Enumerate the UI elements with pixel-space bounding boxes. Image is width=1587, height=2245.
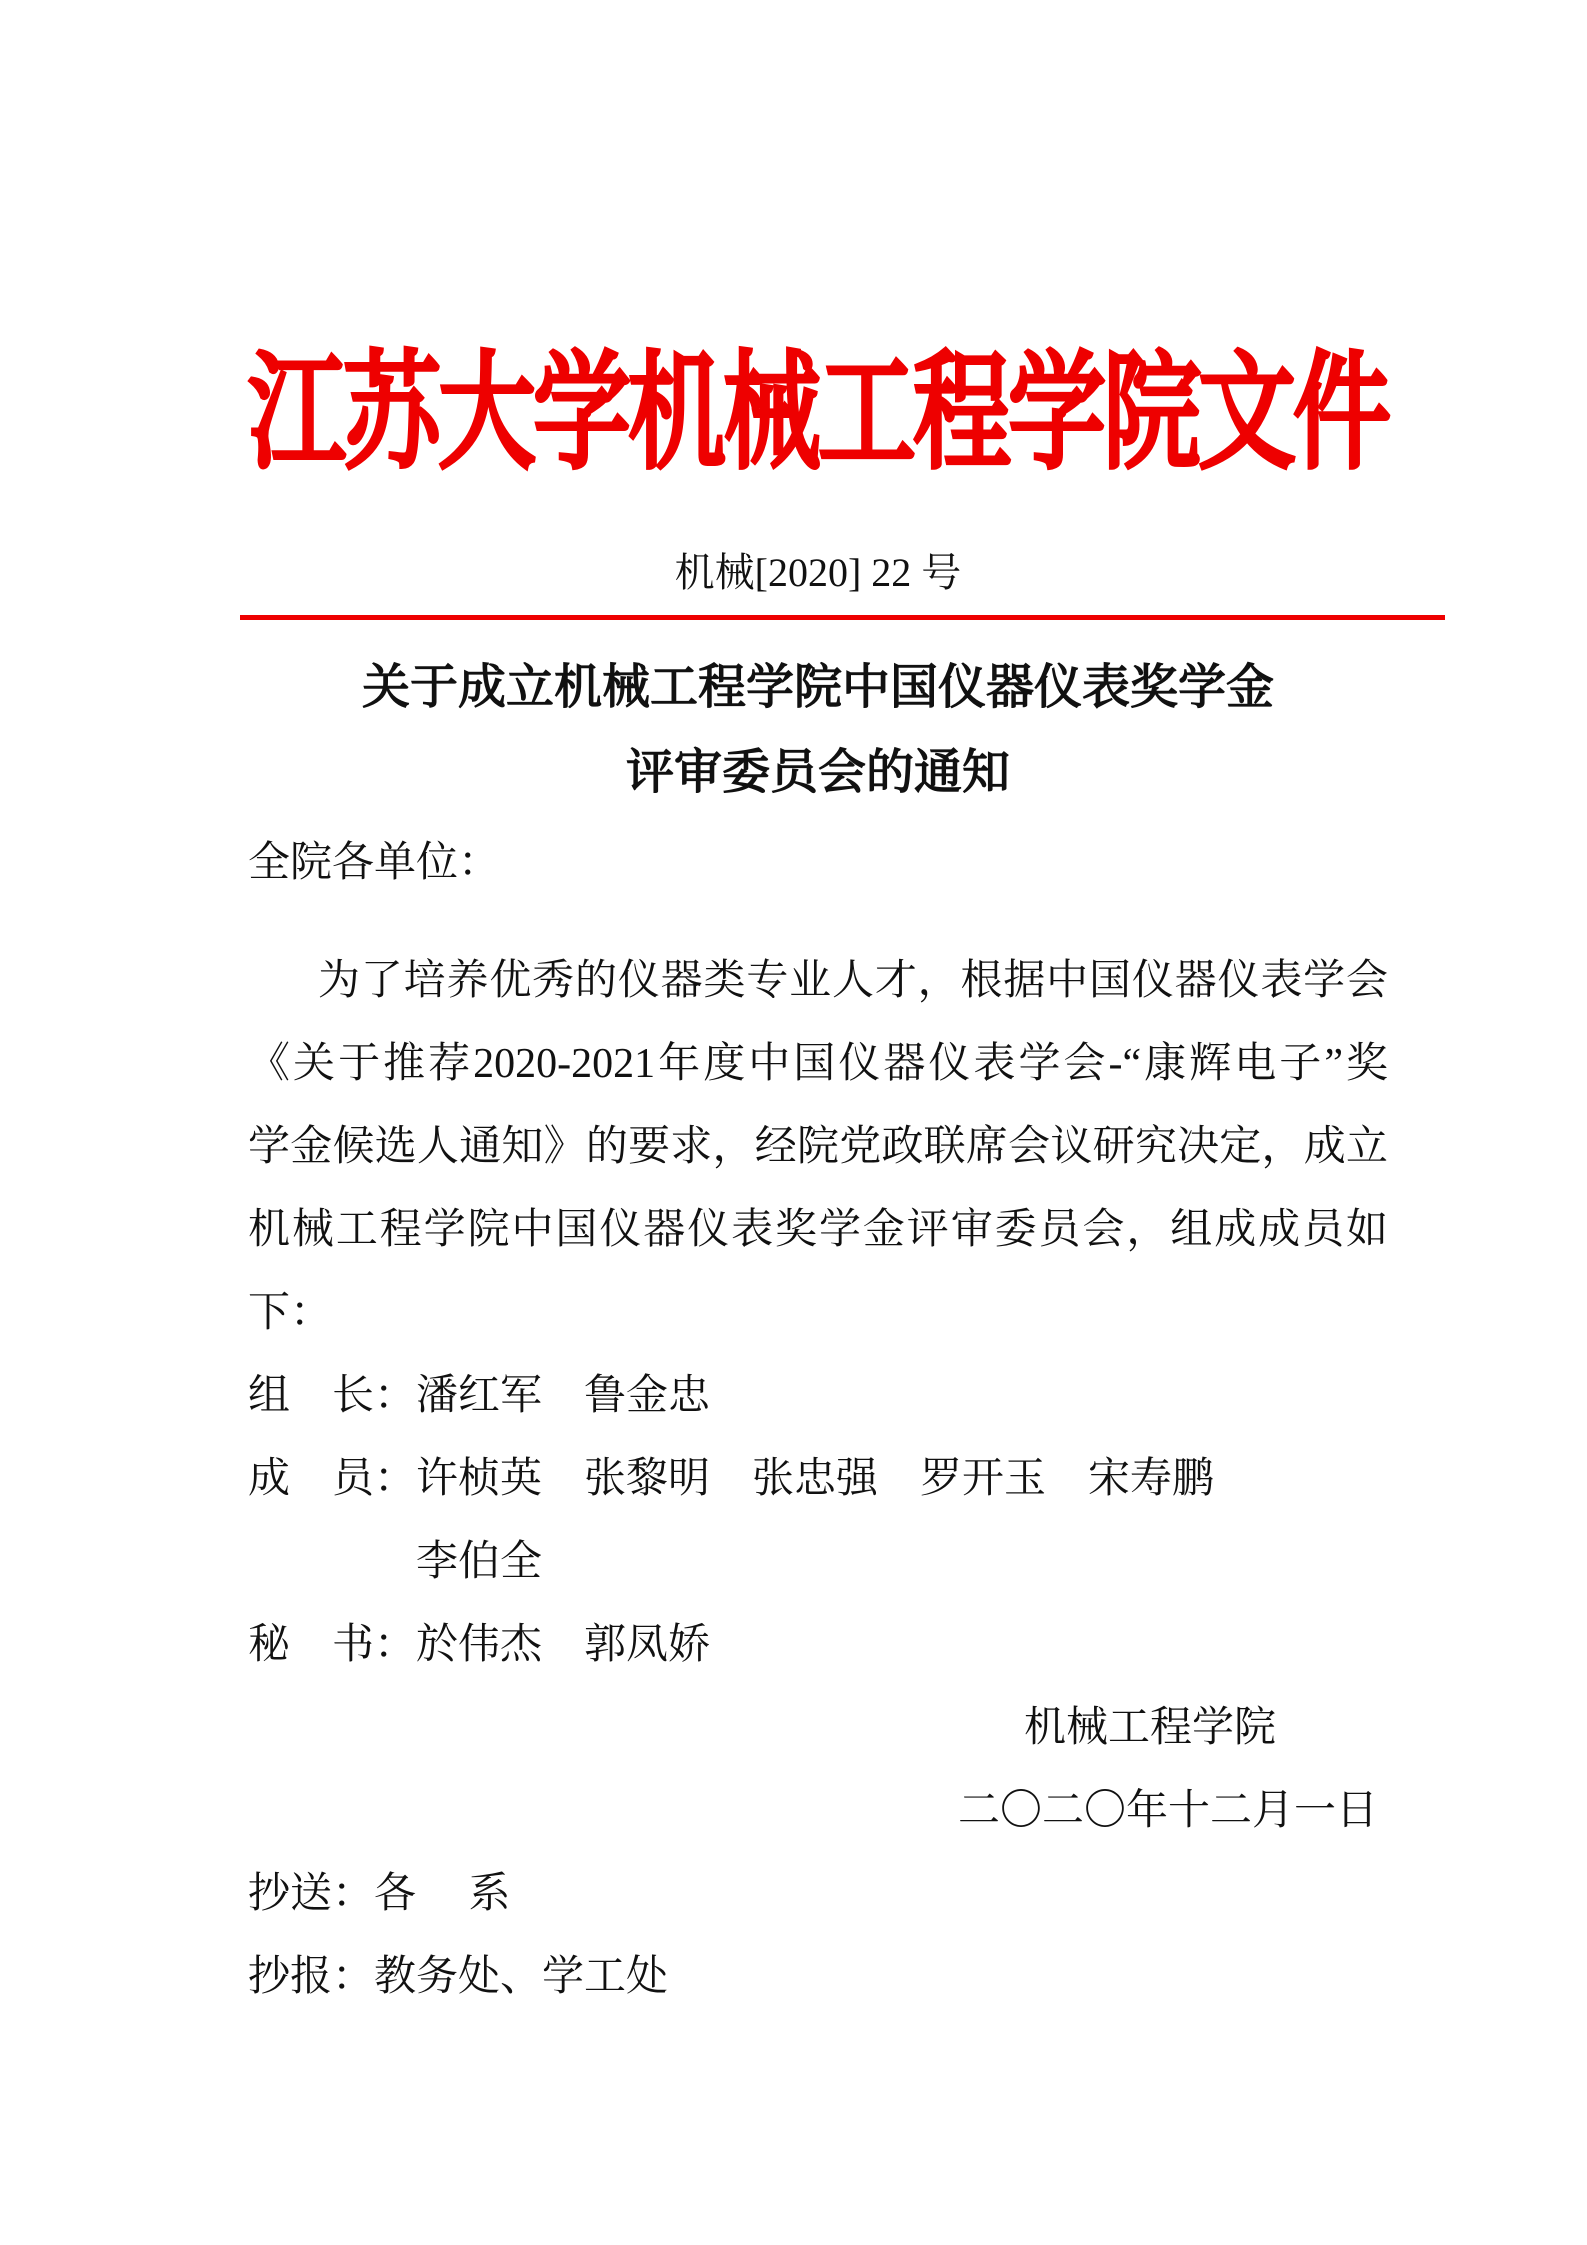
roster-names: 许桢英 张黎明 张忠强 罗开玉 宋寿鹏 bbox=[416, 1456, 1215, 1502]
paragraph-line: 《关于推荐2020-2021年度中国仪器仪表学会-“康辉电子”奖 bbox=[248, 1041, 1388, 1087]
cc-label: 抄送： bbox=[248, 1871, 375, 1917]
document-number: 机械[2020] 22 号 bbox=[674, 550, 962, 595]
red-divider-line bbox=[240, 615, 1445, 620]
paragraph-line: 机械工程学院中国仪器仪表奖学金评审委员会，组成成员如 bbox=[248, 1207, 1388, 1253]
paragraph-line: 下： bbox=[248, 1290, 333, 1336]
roster-row-members bbox=[248, 1438, 1388, 1521]
roster-row-members-continued bbox=[248, 1521, 1388, 1604]
roster-names: 潘红军 鲁金忠 bbox=[416, 1373, 711, 1419]
roster-row-leader bbox=[248, 1355, 1388, 1438]
cc-line-report-to bbox=[248, 1936, 1388, 2019]
cc-value: 各 系 bbox=[374, 1871, 511, 1917]
document-body bbox=[248, 822, 1388, 2019]
letterhead-title-text: 江苏大学机械工程学院文件 bbox=[248, 344, 1389, 486]
signature-unit: 机械工程学院 bbox=[1023, 1705, 1276, 1751]
signature-date: 二〇二〇年十二月一日 bbox=[957, 1788, 1378, 1834]
cc-label: 抄报： bbox=[248, 1954, 375, 2000]
roster-label: 成 员： bbox=[248, 1456, 417, 1502]
salutation: 全院各单位： bbox=[248, 840, 501, 886]
roster-names: 李伯全 bbox=[416, 1539, 543, 1585]
document-title-line1: 关于成立机械工程学院中国仪器仪表奖学金 bbox=[361, 661, 1274, 714]
main-paragraph bbox=[248, 940, 1388, 1355]
document-title-line2: 评审委员会的通知 bbox=[625, 746, 1010, 799]
roster-label: 组 长： bbox=[248, 1373, 417, 1419]
cc-value: 教务处、学工处 bbox=[374, 1954, 669, 2000]
roster-label: 秘 书： bbox=[248, 1622, 417, 1668]
roster-names: 於伟杰 郭凤娇 bbox=[416, 1622, 711, 1668]
letterhead-title bbox=[248, 332, 1389, 486]
cc-line-copy-to bbox=[248, 1853, 1388, 1936]
paragraph-line: 为了培养优秀的仪器类专业人才，根据中国仪器仪表学会 bbox=[318, 958, 1388, 1004]
document-title bbox=[248, 645, 1388, 815]
roster-row-secretary bbox=[248, 1604, 1388, 1687]
paragraph-line: 学金候选人通知》的要求，经院党政联席会议研究决定，成立 bbox=[248, 1124, 1388, 1170]
